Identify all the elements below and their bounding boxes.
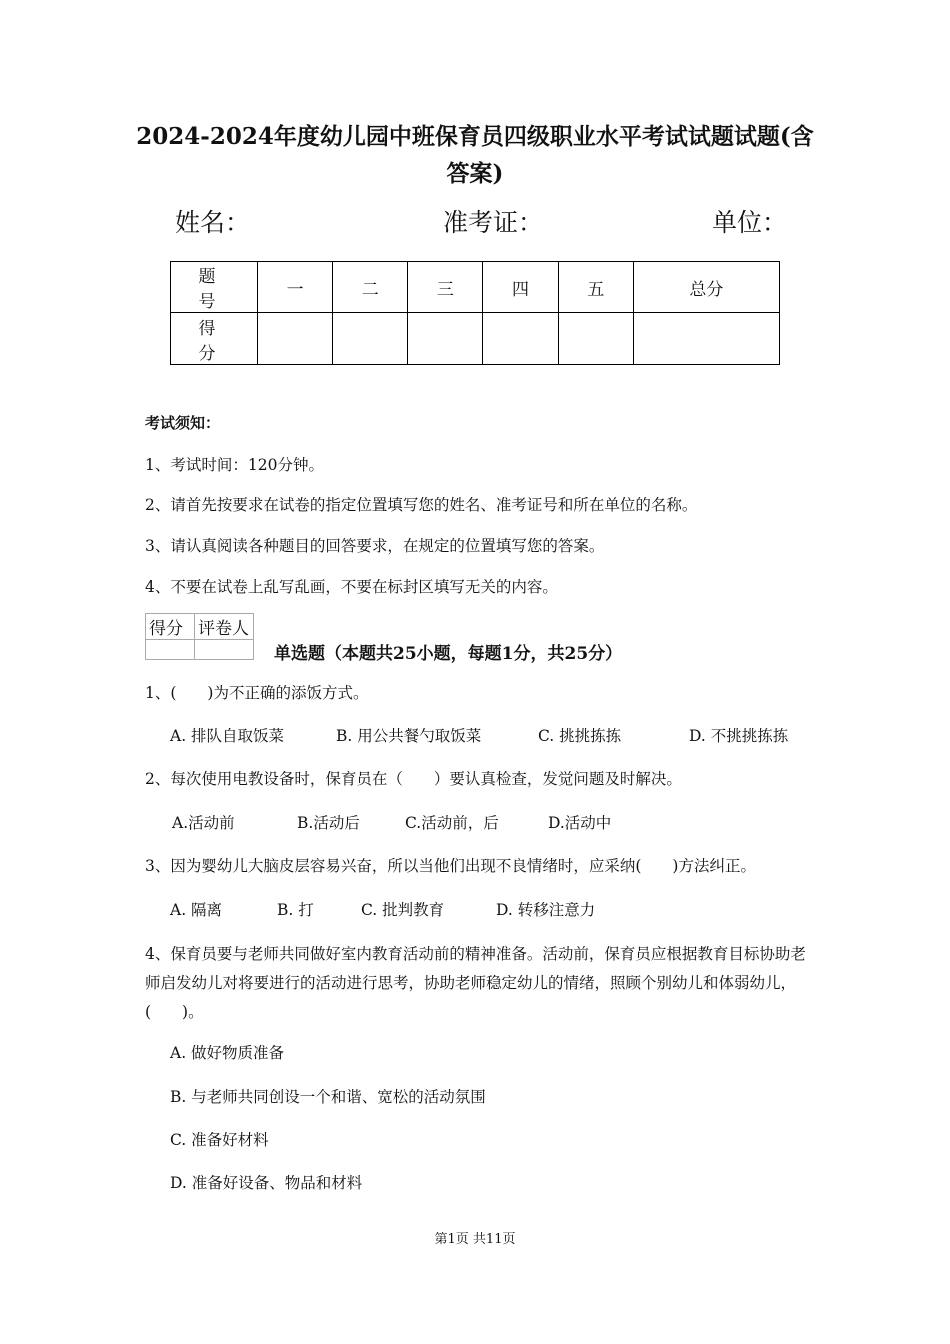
score-table (170, 261, 780, 365)
unit-label: 单位： (712, 208, 788, 237)
grader-score-label: 得分 (146, 614, 195, 640)
question-option: C. 批判教育 (361, 901, 445, 919)
question-option: C. 准备好材料 (170, 1131, 269, 1149)
score-table-header-cell: 二 (333, 262, 408, 313)
notice-item: 1、考试时间：120分钟。 (145, 456, 324, 474)
score-table-score-row (171, 313, 780, 365)
score-cell[interactable] (483, 313, 558, 365)
question-option: B.活动后 (297, 814, 360, 832)
notice-heading: 考试须知： (145, 414, 221, 432)
document-title: 2024-2024年度幼儿园中班保育员四级职业水平考试试题试题(含答案) (136, 123, 814, 187)
question-stem: 2、每次使用电教设备时，保育员在（ ）要认真检查，发觉问题及时解决。 (145, 770, 682, 788)
question-option: B. 与老师共同创设一个和谐、宽松的活动氛围 (170, 1088, 486, 1106)
score-table-header-cell: 四 (483, 262, 558, 313)
exam-id-label: 准考证： (443, 208, 544, 237)
question-option: C.活动前，后 (405, 814, 499, 832)
notice-item: 2、请首先按要求在试卷的指定位置填写您的姓名、准考证号和所在单位的名称。 (145, 496, 698, 514)
question-option: D. 准备好设备、物品和材料 (170, 1174, 363, 1192)
score-cell[interactable] (408, 313, 483, 365)
score-cell[interactable] (558, 313, 633, 365)
score-table-header-row (171, 262, 780, 313)
question-stem: 4、保育员要与老师共同做好室内教育活动前的精神准备。活动前，保育员应根据教育目标协助老师启发幼儿对将要进行的活动进行思考，协助老师稳定幼儿的情绪，照顾个别幼儿和体弱幼儿，( )。 (145, 945, 806, 1021)
grader-score-cell[interactable] (146, 640, 195, 660)
section-title: 单选题（本题共25小题，每题1分，共25分） (274, 644, 623, 664)
score-table-header-cell: 三 (408, 262, 483, 313)
question-option: D. 不挑挑拣拣 (689, 727, 789, 745)
question-option: D.活动中 (548, 814, 612, 832)
name-label: 姓名： (175, 208, 251, 237)
question-stem: 3、因为婴幼儿大脑皮层容易兴奋，所以当他们出现不良情绪时，应采纳( )方法纠正。 (145, 857, 756, 875)
notice-item: 3、请认真阅读各种题目的回答要求，在规定的位置填写您的答案。 (145, 537, 605, 555)
score-table-header-cell: 题 号 (171, 262, 258, 313)
grader-reviewer-cell[interactable] (195, 640, 254, 660)
question-option: C. 挑挑拣拣 (538, 727, 622, 745)
question-option: A. 做好物质准备 (170, 1044, 285, 1062)
grader-reviewer-label: 评卷人 (195, 614, 254, 640)
question-stem: 1、( )为不正确的添饭方式。 (145, 684, 369, 702)
page-number: 第1页 共11页 (434, 1232, 516, 1247)
score-table-header-cell: 一 (258, 262, 333, 313)
question-option: B. 打 (277, 901, 314, 919)
score-cell[interactable] (258, 313, 333, 365)
question-option: A. 排队自取饭菜 (170, 727, 285, 745)
score-table-row-label: 得 分 (171, 313, 258, 365)
question-option: B. 用公共餐勺取饭菜 (336, 727, 482, 745)
score-table-header-cell: 五 (558, 262, 633, 313)
question-option: A.活动前 (172, 814, 235, 832)
question-option: D. 转移注意力 (496, 901, 596, 919)
question-option: A. 隔离 (170, 901, 223, 919)
notice-item: 4、不要在试卷上乱写乱画，不要在标封区填写无关的内容。 (145, 578, 558, 596)
score-cell[interactable] (333, 313, 408, 365)
score-cell[interactable] (633, 313, 779, 365)
score-table-header-cell: 总分 (633, 262, 779, 313)
grader-box (145, 613, 254, 660)
